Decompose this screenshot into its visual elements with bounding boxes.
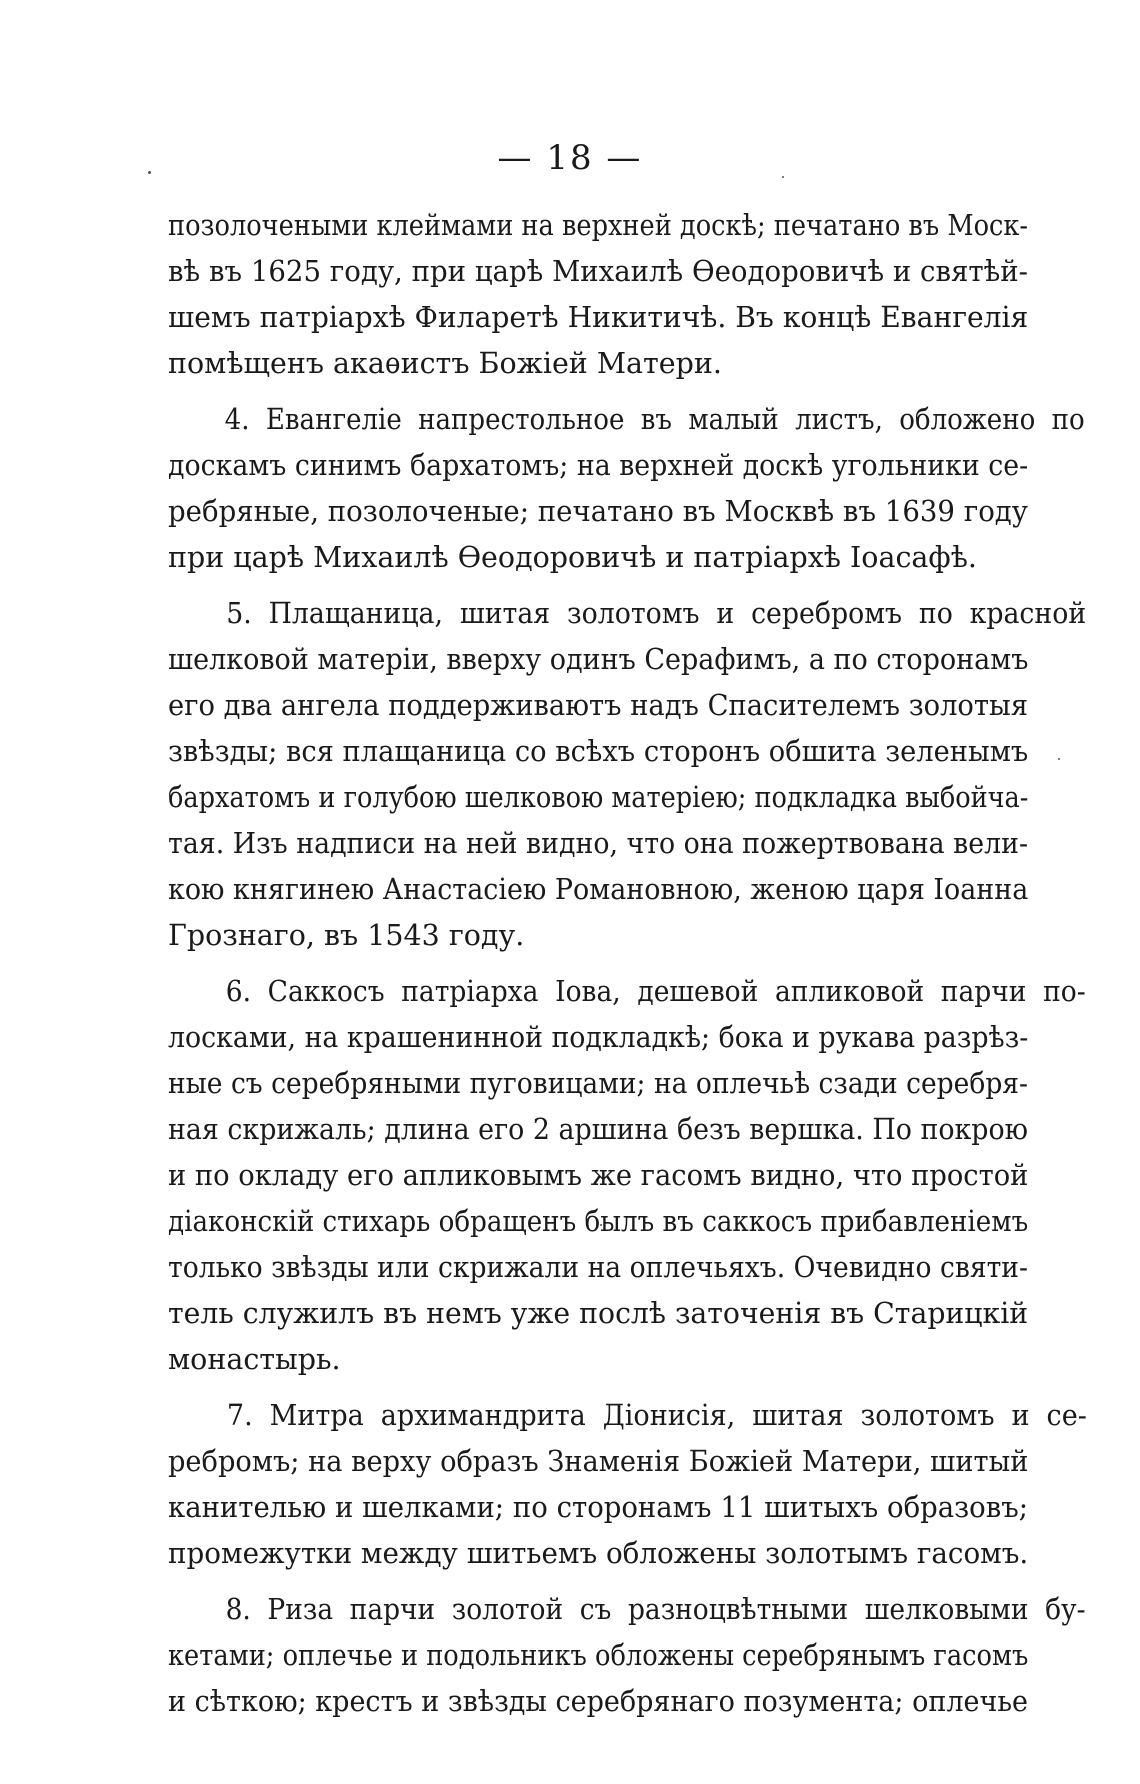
page-number: — 18 —: [497, 138, 643, 178]
text-line: ребряные, позолоченые; печатано въ Москвѣ въ 1639 году: [168, 495, 1028, 528]
text-line: и по окладу его апликовымъ же гасомъ видно, что простой: [168, 1159, 1029, 1192]
text-line: доскамъ синимъ бархатомъ; на верхней доскѣ угольники се-: [168, 449, 1029, 482]
text-line: Грознаго, въ 1543 году.: [168, 919, 525, 952]
text-line: звѣзды; вся плащаница со всѣхъ сторонъ обшита зеленымъ: [168, 735, 1029, 768]
text-line: лосками, на крашенинной подкладкѣ; бока и рукава разрѣз-: [168, 1021, 1029, 1054]
text-line: шемъ патріархѣ Филаретѣ Никитичѣ. Въ концѣ Евангелія: [168, 301, 1029, 334]
text-line: и сѣткою; крестъ и звѣзды серебрянаго позумента; оплечье: [168, 1685, 1028, 1718]
paragraph-1: [168, 203, 1028, 387]
text-line: позолочеными клеймами на верхней доскѣ; печатано въ Моск-: [168, 209, 1029, 242]
text-line: помѣщенъ акаѳистъ Божіей Матери.: [168, 347, 722, 380]
text-line: ные съ серебряными пуговицами; на оплечьѣ сзади серебря-: [168, 1067, 1028, 1100]
paragraph-item-6: [168, 969, 1086, 1383]
scan-speck: [148, 171, 151, 174]
scan-speck: [1058, 758, 1060, 760]
text-line: кетами; оплечье и подольникъ обложены серебрянымъ гасомъ: [168, 1639, 1029, 1672]
paragraph-item-4: [168, 397, 1085, 581]
scan-speck: [782, 176, 784, 178]
text-line: 7. Митра архимандрита Діонисія, шитая золотомъ и се-: [226, 1399, 1087, 1432]
text-line: бархатомъ и голубою шелковою матеріею; подкладка выбойча-: [168, 781, 1029, 814]
text-line: тая. Изъ надписи на ней видно, что она пожертвована вели-: [168, 827, 1029, 860]
text-line: 8. Риза парчи золотой съ разноцвѣтными шелковыми бу-: [225, 1593, 1086, 1626]
text-line: при царѣ Михаилѣ Ѳеодоровичѣ и патріархѣ Іоасафѣ.: [168, 541, 977, 574]
text-line: промежутки между шитьемъ обложены золотымъ гасомъ.: [168, 1537, 1029, 1570]
text-line: вѣ въ 1625 году, при царѣ Михаилѣ Ѳеодоровичѣ и святѣй-: [168, 255, 1028, 288]
text-line: шелковой матеріи, вверху одинъ Серафимъ, а по сторонамъ: [168, 643, 1029, 676]
text-line: діаконскій стихарь обращенъ былъ въ саккосъ прибавленіемъ: [168, 1205, 1029, 1238]
paragraph-item-5: [168, 591, 1087, 959]
text-line: ребромъ; на верху образъ Знаменія Божіей Матери, шитый: [168, 1445, 1029, 1478]
text-line: канителью и шелками; по сторонамъ 11 шитыхъ образовъ;: [168, 1491, 1028, 1524]
paragraph-item-8: [168, 1587, 1086, 1725]
text-line: тель служилъ въ немъ уже послѣ заточенія въ Старицкій: [168, 1297, 1029, 1330]
text-line: только звѣзды или скрижали на оплечьяхъ. Очевидно святи-: [168, 1251, 1028, 1284]
text-line: монастырь.: [168, 1343, 341, 1376]
text-line: 5. Плащаница, шитая золотомъ и серебромъ по красной: [226, 597, 1087, 630]
text-line: 6. Саккосъ патріарха Іова, дешевой апликовой парчи по-: [225, 975, 1086, 1008]
paragraph-item-7: [168, 1393, 1087, 1577]
text-line: его два ангела поддерживаютъ надъ Спасителемъ золотыя: [168, 689, 1028, 722]
text-line: 4. Евангеліе напрестольное въ малый листъ, обложено по: [224, 403, 1085, 436]
body-text: [168, 203, 1087, 1725]
text-line: ная скрижаль; длина его 2 аршина безъ вершка. По покрою: [168, 1113, 1028, 1146]
text-line: кою княгинею Анастасіею Романовною, женою царя Іоанна: [168, 873, 1029, 906]
